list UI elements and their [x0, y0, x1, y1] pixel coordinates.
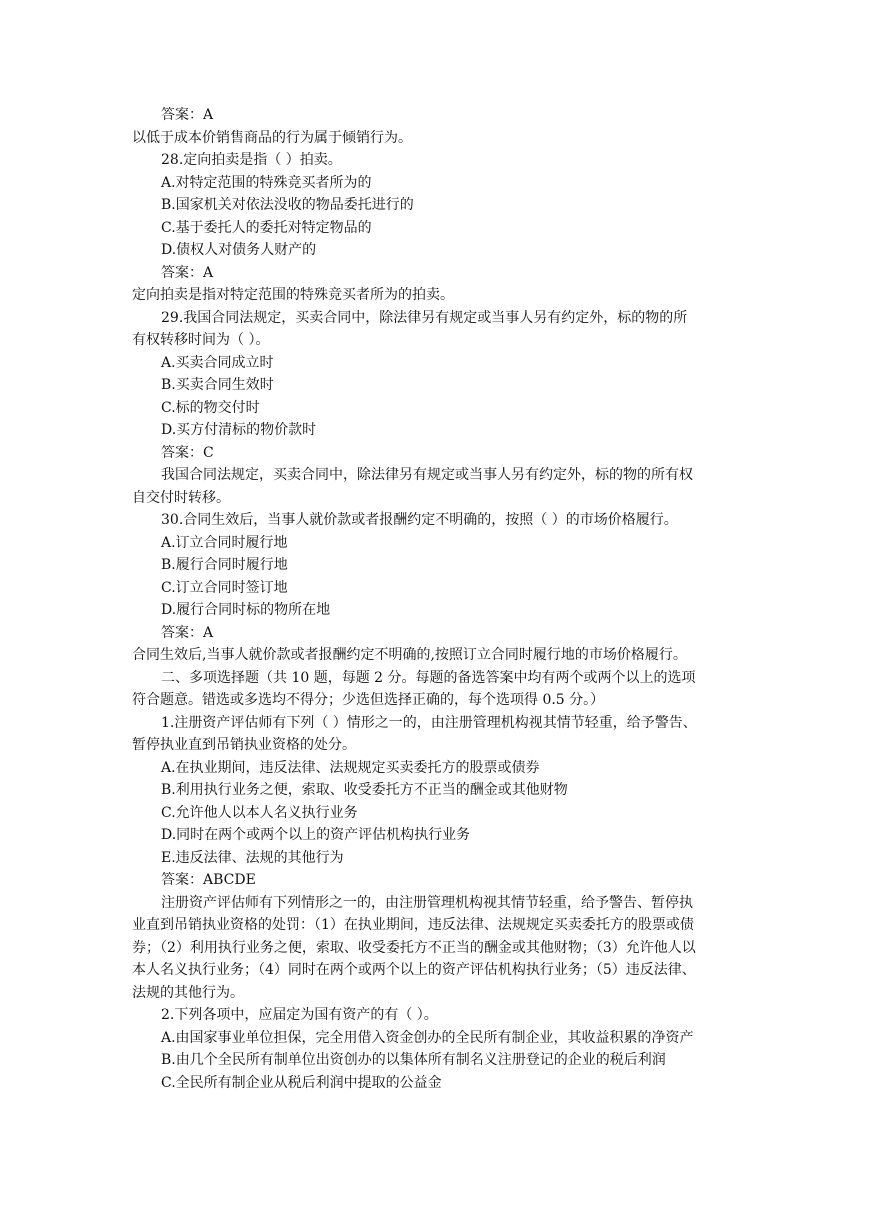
option-b: B.利用执行业务之便，索取、收受委托方不正当的酬金或其他财物 [161, 782, 568, 798]
explanation-line: 定向拍卖是指对特定范围的特殊竞买者所为的拍卖。 [132, 287, 454, 303]
question-28: 28.定向拍卖是指（ ）拍卖。 [161, 152, 342, 168]
question-29: 29.我国合同法规定，买卖合同中，除法律另有规定或当事人另有约定外，标的物的所 [161, 309, 688, 326]
option-a: A.由国家事业单位担保，完全用借入资金创办的全民所有制企业，其收益积累的净资产 [161, 1029, 694, 1046]
option-d: D.同时在两个或两个以上的资产评估机构执行业务 [161, 827, 471, 843]
explanation-cont: 本人名义执行业务；（4）同时在两个或两个以上的资产评估机构执行业务；（5）违反法律、 [132, 962, 696, 978]
explanation-line: 合同生效后,当事人就价款或者报酬约定不明确的,按照订立合同时履行地的市场价格履行。 [132, 647, 687, 663]
explanation-cont: 自交付时转移。 [132, 489, 230, 506]
option-b: B.由几个全民所有制单位出资创办的以集体所有制名义注册登记的企业的税后利润 [161, 1052, 666, 1068]
section-heading-cont: 符合题意。错选或多选均不得分；少选但选择正确的，每个选项得 0.5 分。） [132, 692, 605, 708]
explanation-cont: 法规的其他行为。 [132, 984, 244, 1001]
option-b: B.买卖合同生效时 [161, 377, 274, 393]
explanation-line: 我国合同法规定，买卖合同中，除法律另有规定或当事人另有约定外，标的物的所有权 [161, 467, 693, 483]
option-d: D.履行合同时标的物所在地 [161, 602, 331, 618]
section-heading: 二、多项选择题（共 10 题，每题 2 分。每题的备选答案中均有两个或两个以上的选项 [161, 669, 696, 686]
answer-line: 答案：A [161, 264, 214, 281]
question-2: 2.下列各项中，应届定为国有资产的有（ ）。 [161, 1007, 438, 1023]
option-c: C.标的物交付时 [161, 399, 260, 416]
option-a: A.对特定范围的特殊竞买者所为的 [161, 174, 372, 191]
option-d: D.债权人对债务人财产的 [161, 242, 317, 258]
explanation-line: 以低于成本价销售商品的行为属于倾销行为。 [132, 129, 412, 146]
explanation-line: 注册资产评估师有下列情形之一的，由注册管理机构视其情节轻重，给予警告、暂停执 [161, 894, 693, 911]
option-c: C.全民所有制企业从税后利润中提取的公益金 [161, 1074, 442, 1091]
document-page [132, 104, 742, 1094]
option-b: B.履行合同时履行地 [161, 557, 288, 573]
option-d: D.买方付清标的物价款时 [161, 422, 317, 438]
option-c: C.允许他人以本人名义执行业务 [161, 804, 358, 821]
answer-line: 答案：C [161, 444, 214, 461]
question-1: 1.注册资产评估师有下列（ ）情形之一的，由注册管理机构视其情节轻重，给予警告、 [161, 714, 697, 731]
explanation-cont: 业直到吊销执业资格的处罚：（1）在执业期间，违反法律、法规规定买卖委托方的股票或债 [132, 917, 694, 933]
answer-line: 答案：A [161, 624, 214, 641]
option-c: C.基于委托人的委托对特定物品的 [161, 219, 372, 236]
option-a: A.订立合同时履行地 [161, 534, 288, 551]
question-1-cont: 暂停执业直到吊销执业资格的处分。 [132, 737, 356, 753]
question-30: 30.合同生效后，当事人就价款或者报酬约定不明确的，按照（ ）的市场价格履行。 [161, 512, 678, 528]
answer-line: 答案：A [161, 107, 214, 123]
explanation-cont: 券；（2）利用执行业务之便，索取、收受委托方不正当的酬金或其他财物；（3）允许他人以 [132, 939, 696, 956]
option-c: C.订立合同时签订地 [161, 579, 288, 596]
option-b: B.国家机关对依法没收的物品委托进行的 [161, 197, 414, 213]
question-29-cont: 有权转移时间为（ ）。 [132, 332, 270, 348]
answer-line: 答案：ABCDE [161, 872, 256, 888]
option-a: A.在执业期间，违反法律、法规规定买卖委托方的股票或债券 [161, 759, 540, 776]
option-e: E.违反法律、法规的其他行为 [161, 849, 344, 866]
option-a: A.买卖合同成立时 [161, 354, 274, 371]
